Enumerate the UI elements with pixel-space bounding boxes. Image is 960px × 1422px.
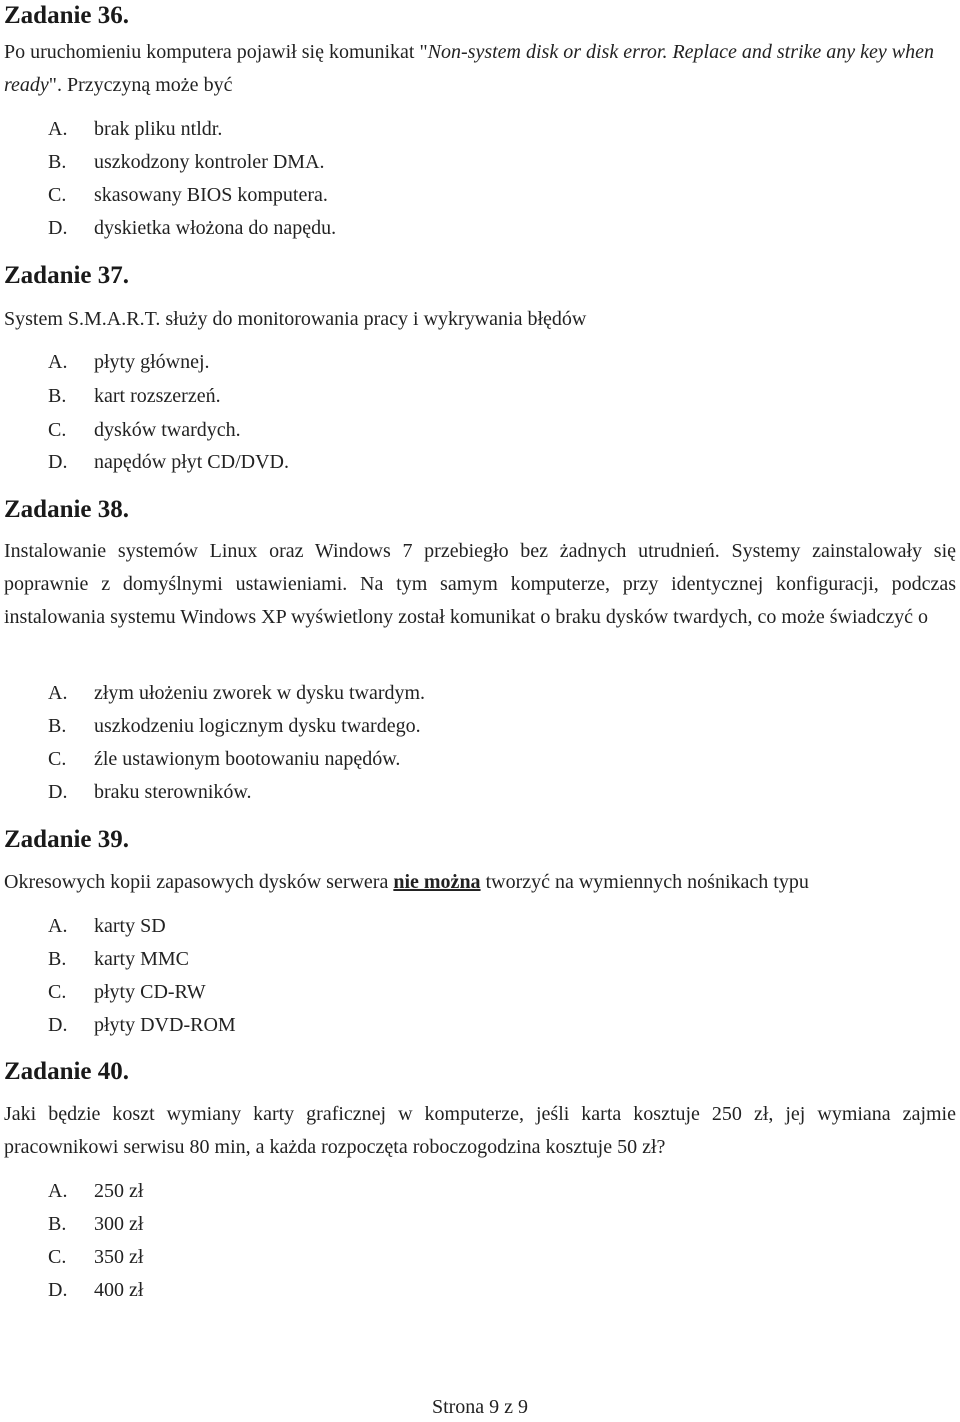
task-39-emphasis: nie można xyxy=(393,871,481,893)
task-37-question: System S.M.A.R.T. służy do monitorowania pracy i wykrywania błędów xyxy=(4,308,587,330)
task-36-option-b: B. uszkodzony kontroler DMA. xyxy=(48,151,325,173)
task-40-option-c: C. 350 zł xyxy=(48,1246,144,1268)
page-footer: Strona 9 z 9 xyxy=(431,1396,529,1418)
task-38-question: Instalowanie systemów Linux oraz Windows 7 przebiegło bez żadnych utrudnień. Systemy zainstalowały się poprawnie z domyślnymi ustawieniami. Na tym samym komputerze, przy identycznej konfiguracji, podczas instalowania systemu Windows XP wyświetlony został komunikat o braku dysków twardych, co może świadczyć o xyxy=(4,540,956,628)
task-36-error-message: Non-system disk or disk error. Replace and strike any key when ready xyxy=(4,41,935,96)
task-39-option-b: B. karty MMC xyxy=(48,948,189,970)
task-36-option-d: D. dyskietka włożona do napędu. xyxy=(48,217,337,239)
task-40-option-b: B. 300 zł xyxy=(48,1213,144,1235)
task-40-option-a: A. 250 zł xyxy=(48,1180,144,1202)
task-37-option-d: D. napędów płyt CD/DVD. xyxy=(48,451,289,473)
task-36-title: Zadanie 36. xyxy=(4,2,130,29)
task-38-option-b: B. uszkodzeniu logicznym dysku twardego. xyxy=(48,715,421,737)
task-40-title: Zadanie 40. xyxy=(4,1058,130,1085)
task-38-option-c: C. źle ustawionym bootowaniu napędów. xyxy=(48,748,401,770)
task-39-title: Zadanie 39. xyxy=(4,826,130,853)
task-40-question: Jaki będzie koszt wymiany karty graficznej w komputerze, jeśli karta kosztuje 250 zł, jej wymiana zajmie pracownikowi serwisu 80 min, a każda rozpoczęta roboczogodzina kosztuje 50 zł? xyxy=(4,1103,956,1158)
task-37-option-c: C. dysków twardych. xyxy=(48,419,241,441)
task-36-question: Po uruchomieniu komputera pojawił się komunikat "Non-system disk or disk error. Replace and strike any key when ready". Przyczyną może być xyxy=(4,41,935,96)
task-39-option-d: D. płyty DVD-ROM xyxy=(48,1014,236,1036)
task-36-option-a: A. brak pliku ntldr. xyxy=(48,118,223,140)
task-39-option-a: A. karty SD xyxy=(48,915,166,937)
task-36-option-c: C. skasowany BIOS komputera. xyxy=(48,184,328,206)
task-38-option-d: D. braku sterowników. xyxy=(48,781,252,803)
task-37-option-a: A. płyty głównej. xyxy=(48,351,210,373)
task-39-option-c: C. płyty CD-RW xyxy=(48,981,206,1003)
task-37-option-b: B. kart rozszerzeń. xyxy=(48,385,221,407)
task-40-option-d: D. 400 zł xyxy=(48,1279,144,1301)
task-37-title: Zadanie 37. xyxy=(4,262,130,289)
task-38-option-a: A. złym ułożeniu zworek w dysku twardym. xyxy=(48,682,426,704)
task-39-question: Okresowych kopii zapasowych dysków serwera nie można tworzyć na wymiennych nośnikach typu xyxy=(4,871,809,893)
task-38-title: Zadanie 38. xyxy=(4,496,130,523)
